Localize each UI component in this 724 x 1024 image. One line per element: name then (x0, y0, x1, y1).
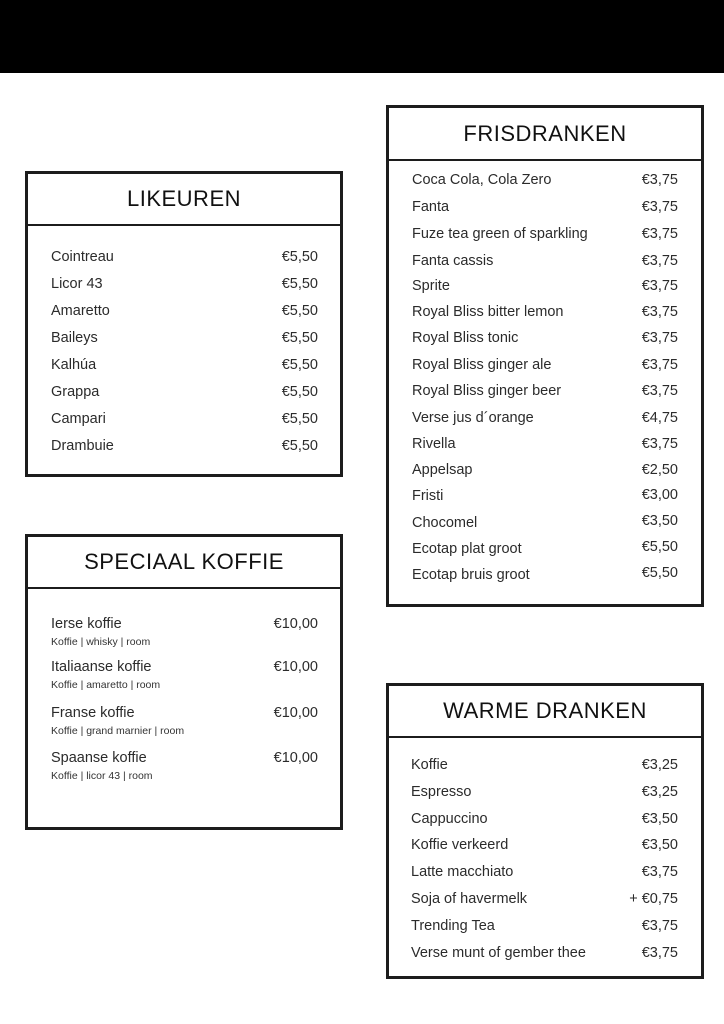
menu-item-name: Fanta cassis (412, 253, 494, 269)
menu-item-name: Ecotap plat groot (412, 541, 522, 557)
menu-item-price: €3,75 (641, 357, 678, 373)
menu-item-name: Baileys (51, 330, 98, 346)
menu-item-price: €3,75 (641, 945, 678, 961)
menu-item-price: €3,25 (641, 784, 678, 800)
menu-item-price: €3,75 (641, 330, 678, 346)
menu-item-name: Drambuie (51, 438, 114, 454)
menu-item-name: Campari (51, 411, 106, 427)
menu-item-price: €3,75 (641, 226, 678, 242)
menu-item-name: Koffie (411, 757, 448, 773)
menu-item-price: €3,50 (641, 837, 678, 853)
menu-item-name: Coca Cola, Cola Zero (412, 172, 552, 188)
menu-item-name: Amaretto (51, 303, 110, 319)
menu-item-price: €5,50 (281, 438, 318, 454)
menu-item-price: €5,50 (641, 539, 678, 555)
menu-item-name: Chocomel (412, 515, 478, 531)
likeuren-title: LIKEUREN (28, 174, 340, 226)
menu-item-name: Rivella (412, 436, 456, 452)
menu-item-name: Royal Bliss ginger ale (412, 357, 552, 373)
menu-item-price: €5,50 (281, 330, 318, 346)
menu-item-price: €5,50 (281, 249, 318, 265)
likeuren-section (25, 171, 343, 477)
menu-item-name: Soja of havermelk (411, 891, 528, 907)
menu-item-price: €10,00 (273, 616, 318, 632)
menu-item-name: Fristi (412, 488, 444, 504)
menu-item-description: Koffie | licor 43 | room (51, 770, 153, 782)
menu-item-price: €3,25 (641, 757, 678, 773)
menu-item-name: Franse koffie (51, 705, 135, 721)
menu-item-price: €3,75 (641, 383, 678, 399)
menu-item-name: Espresso (411, 784, 472, 800)
menu-item-name: Cappuccino (411, 811, 488, 827)
menu-item-price: €5,50 (281, 303, 318, 319)
menu-item-price: €5,50 (281, 276, 318, 292)
menu-item-description: Koffie | grand marnier | room (51, 725, 185, 737)
speciaal-koffie-title: SPECIAAL KOFFIE (28, 537, 340, 589)
menu-item-price: €10,00 (273, 705, 318, 721)
menu-item-name: Trending Tea (411, 918, 495, 934)
menu-item-name: Verse jus d´orange (412, 410, 534, 426)
menu-item-price: €10,00 (273, 659, 318, 675)
menu-item-name: Ierse koffie (51, 616, 122, 632)
menu-item-name: Koffie verkeerd (411, 837, 509, 853)
menu-item-price: €3,00 (641, 487, 678, 503)
menu-item-price: €3,75 (641, 172, 678, 188)
menu-item-name: Royal Bliss ginger beer (412, 383, 562, 399)
frisdranken-title: FRISDRANKEN (389, 108, 701, 161)
menu-item-price: €2,50 (641, 462, 678, 478)
menu-item-price: €3,75 (641, 253, 678, 269)
menu-item-name: Royal Bliss tonic (412, 330, 519, 346)
menu-item-price: €3,75 (641, 436, 678, 452)
menu-item-name: Fuze tea green of sparkling (412, 226, 588, 242)
speciaal-koffie-section (25, 534, 343, 830)
menu-item-price: €5,50 (281, 357, 318, 373)
menu-item-price: €3,75 (641, 918, 678, 934)
menu-item-description: Koffie | amaretto | room (51, 679, 161, 691)
menu-item-name: Licor 43 (51, 276, 103, 292)
menu-item-name: Kalhúa (51, 357, 97, 373)
menu-item-name: Fanta (412, 199, 450, 215)
menu-item-name: Italiaanse koffie (51, 659, 152, 675)
menu-item-price: €3,50 (641, 811, 678, 827)
menu-item-price: €3,75 (641, 304, 678, 320)
menu-item-price: + €0,75 (629, 891, 678, 907)
menu-item-price: €3,75 (641, 864, 678, 880)
menu-item-name: Appelsap (412, 462, 473, 478)
top-black-bar (0, 0, 724, 73)
menu-item-name: Latte macchiato (411, 864, 514, 880)
menu-item-price: €3,50 (641, 513, 678, 529)
warme-dranken-title: WARME DRANKEN (389, 686, 701, 738)
menu-item-price: €5,50 (281, 411, 318, 427)
frisdranken-section (386, 105, 704, 607)
warme-dranken-section (386, 683, 704, 979)
menu-item-description: Koffie | whisky | room (51, 636, 151, 648)
menu-item-price: €3,75 (641, 278, 678, 294)
menu-item-name: Sprite (412, 278, 450, 294)
menu-item-price: €5,50 (281, 384, 318, 400)
menu-item-price: €4,75 (641, 410, 678, 426)
menu-item-name: Spaanse koffie (51, 750, 147, 766)
menu-item-name: Verse munt of gember thee (411, 945, 586, 961)
menu-item-name: Cointreau (51, 249, 114, 265)
menu-item-name: Royal Bliss bitter lemon (412, 304, 564, 320)
menu-item-price: €5,50 (641, 565, 678, 581)
menu-item-price: €3,75 (641, 199, 678, 215)
menu-item-name: Ecotap bruis groot (412, 567, 530, 583)
menu-item-price: €10,00 (273, 750, 318, 766)
menu-item-name: Grappa (51, 384, 100, 400)
